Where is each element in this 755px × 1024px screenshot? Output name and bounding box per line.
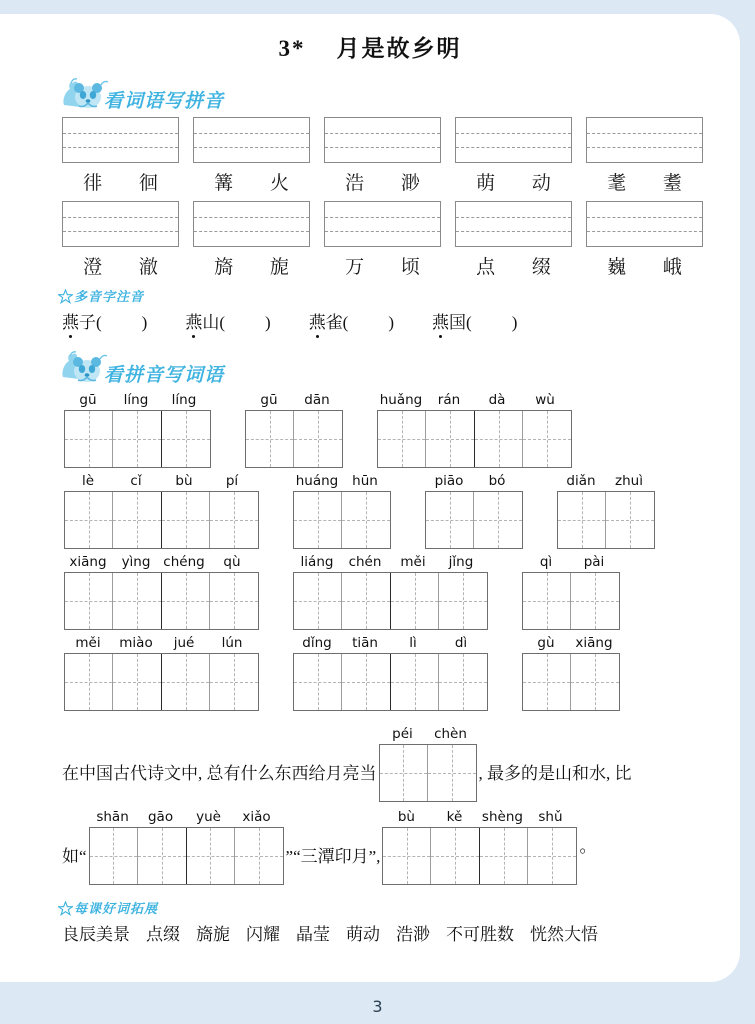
pinyin-line — [522, 634, 620, 653]
pinyin-line — [382, 808, 577, 827]
duoyinzi-close: ) — [265, 313, 271, 332]
pinyin-syllable: wù — [535, 392, 555, 408]
pinyin-line — [293, 472, 391, 491]
duoyinzi-text: 雀( — [325, 313, 349, 332]
pinyin-syllable: kě — [446, 809, 463, 825]
pinyin-syllable: měi — [400, 554, 426, 570]
word-label: 点 缀 — [476, 257, 567, 278]
pinyin-write-cell — [455, 201, 572, 279]
tianzige-cell[interactable] — [162, 492, 210, 548]
duoyinzi-item[interactable] — [432, 308, 517, 333]
word-label: 篝 火 — [214, 173, 305, 194]
panda-icon — [58, 77, 110, 111]
word-label: 万 顷 — [345, 257, 436, 278]
tianzige-cell[interactable] — [90, 828, 138, 884]
duoyinzi-row — [62, 308, 740, 333]
duoyinzi-text: 子( — [79, 313, 102, 332]
pinyin-syllable: huáng — [295, 473, 339, 489]
tianzige-pair — [65, 654, 162, 710]
pinyin-syllable: cǐ — [130, 473, 142, 489]
sentence-2-middle: ”“三潭印月”, — [285, 847, 381, 866]
tianzige-group — [379, 725, 477, 802]
pinyin-line — [379, 725, 477, 744]
dotted-char: 燕 — [62, 308, 79, 333]
expansion-word: 浩渺 — [396, 925, 430, 944]
pinyin-write-row — [62, 201, 740, 279]
pinyin-write-cell — [324, 117, 441, 195]
pinyin-syllable: lì — [409, 635, 417, 651]
pinyin-line — [245, 391, 343, 410]
tianzige-grid[interactable] — [379, 744, 477, 802]
pinyin-syllable: gāo — [147, 809, 174, 825]
pinyin-syllable: jǐng — [448, 554, 474, 570]
tianzige-cell[interactable] — [187, 828, 235, 884]
tianzige-group — [522, 553, 620, 630]
pinyin-line — [522, 553, 620, 572]
tianzige-pair — [391, 573, 487, 629]
pinyin-syllable: gū — [260, 392, 278, 408]
duoyinzi-close: ) — [388, 313, 395, 332]
word-label: 徘 徊 — [83, 173, 174, 194]
tianzige-group — [64, 634, 259, 711]
expansion-word: 不可胜数 — [446, 925, 514, 944]
tianzige-grid[interactable] — [293, 572, 488, 630]
pinyin-syllable: xiǎo — [242, 809, 271, 825]
pinyin-syllable: dǐng — [302, 635, 332, 651]
pinyin-syllable: bó — [488, 473, 506, 489]
pinyin-syllable: xiāng — [575, 635, 613, 651]
tianzige-pair — [65, 573, 162, 629]
duoyinzi-item[interactable] — [62, 308, 147, 333]
pinyin-line — [377, 391, 572, 410]
tianzige-cell[interactable] — [428, 745, 476, 801]
tianzige-cell[interactable] — [65, 654, 113, 710]
tianzige-cell[interactable] — [528, 828, 576, 884]
pinyin-syllable: jué — [173, 635, 195, 651]
tianzige-cell[interactable] — [235, 828, 283, 884]
pinyin-syllable: bù — [175, 473, 193, 489]
word-label: 耄 耋 — [607, 173, 698, 194]
pinyin-syllable: tiān — [352, 635, 378, 651]
tianzige-cell[interactable] — [113, 573, 161, 629]
page-title — [0, 14, 740, 63]
tianzige-grid[interactable] — [293, 653, 488, 711]
four-line-box[interactable] — [455, 201, 572, 247]
pinyin-syllable: xiāng — [69, 554, 107, 570]
tianzige-grid[interactable] — [64, 410, 211, 468]
section-5-label: 每课好词拓展 — [74, 901, 159, 916]
title-text: 月是故乡明 — [336, 36, 462, 61]
tianzige-cell[interactable] — [162, 654, 210, 710]
word-label: 浩 渺 — [345, 173, 436, 194]
tianzige-pair — [294, 492, 390, 548]
pinyin-write-cell — [324, 201, 441, 279]
tianzige-cell[interactable] — [294, 411, 342, 467]
pinyin-write-cell — [193, 117, 310, 195]
tianzige-pair — [378, 411, 475, 467]
tianzige-pair — [65, 492, 162, 548]
star-icon — [58, 901, 73, 916]
star-icon — [58, 289, 73, 304]
sentence-line-2 — [62, 808, 740, 885]
duoyinzi-close: ) — [511, 313, 518, 332]
tianzige-group — [382, 808, 577, 885]
tianzige-row — [64, 391, 740, 468]
pinyin-line — [425, 472, 523, 491]
pinyin-syllable: líng — [123, 392, 149, 408]
tianzige-cell[interactable] — [439, 573, 487, 629]
sentence-2-grid-2[interactable] — [382, 808, 577, 885]
pinyin-syllable: zhuì — [615, 473, 643, 489]
pinyin-line — [64, 634, 259, 653]
tianzige-cell[interactable] — [474, 492, 522, 548]
section-5-heading — [58, 901, 740, 916]
pinyin-syllable: rán — [437, 392, 461, 408]
tianzige-pair — [162, 492, 258, 548]
duoyinzi-text: 国( — [449, 313, 472, 332]
four-line-box[interactable] — [62, 201, 179, 247]
tianzige-cell[interactable] — [426, 411, 474, 467]
tianzige-pair — [65, 411, 162, 467]
four-line-box[interactable] — [455, 117, 572, 163]
sentence-2-before: 如“ — [62, 847, 87, 866]
tianzige-cell[interactable] — [162, 411, 210, 467]
sentence-1-grid[interactable] — [379, 725, 477, 802]
tianzige-group — [293, 553, 488, 630]
tianzige-pair — [187, 828, 283, 884]
tianzige-cell[interactable] — [246, 411, 294, 467]
tianzige-cell[interactable] — [571, 654, 619, 710]
section-1-label: 看词语写拼音 — [104, 91, 225, 112]
expansion-word: 点缀 — [146, 925, 180, 944]
tianzige-pair — [294, 654, 391, 710]
tianzige-grid[interactable] — [522, 572, 620, 630]
pinyin-write-cell — [586, 117, 703, 195]
tianzige-group — [245, 391, 343, 468]
tianzige-pair — [480, 828, 576, 884]
pinyin-write-cell — [62, 201, 179, 279]
tianzige-cell[interactable] — [426, 492, 474, 548]
four-line-box[interactable] — [586, 117, 703, 163]
tianzige-cell[interactable] — [65, 573, 113, 629]
tianzige-group — [425, 472, 523, 549]
pinyin-syllable: yìng — [121, 554, 151, 570]
tianzige-cell[interactable] — [558, 492, 606, 548]
tianzige-grid[interactable] — [557, 491, 655, 549]
dotted-char: 燕 — [185, 308, 202, 333]
duoyinzi-item[interactable] — [309, 308, 394, 333]
sentence-line-1 — [62, 725, 740, 802]
tianzige-cell[interactable] — [113, 411, 161, 467]
pinyin-syllable: shān — [96, 809, 129, 825]
tianzige-cell[interactable] — [391, 573, 439, 629]
title-number: 3* — [278, 36, 306, 61]
section-1-heading — [58, 77, 740, 111]
tianzige-cell[interactable] — [294, 573, 342, 629]
tianzige-cell[interactable] — [162, 573, 210, 629]
tianzige-group — [64, 553, 259, 630]
sentence-2-after: 。 — [579, 837, 597, 856]
tianzige-grid[interactable] — [245, 410, 343, 468]
pinyin-syllable: chén — [348, 554, 382, 570]
tianzige-cell[interactable] — [113, 654, 161, 710]
tianzige-cell[interactable] — [391, 654, 439, 710]
tianzige-group — [293, 472, 391, 549]
duoyinzi-text: 山( — [202, 313, 226, 332]
tianzige-cell[interactable] — [523, 573, 571, 629]
pinyin-line — [293, 553, 488, 572]
pinyin-syllable: qù — [223, 554, 241, 570]
tianzige-cell[interactable] — [342, 492, 390, 548]
tianzige-pair — [426, 492, 522, 548]
tianzige-group — [557, 472, 655, 549]
pinyin-syllable: gū — [79, 392, 97, 408]
section-2-heading — [58, 289, 740, 304]
tianzige-pair — [523, 573, 619, 629]
sentence-1-before: 在中国古代诗文中, 总有什么东西给月亮当 — [62, 764, 377, 783]
tianzige-grid[interactable] — [64, 572, 259, 630]
tianzige-cell[interactable] — [210, 492, 258, 548]
tianzige-pair — [558, 492, 654, 548]
word-label: 澄 澈 — [83, 257, 174, 278]
tianzige-cell[interactable] — [380, 745, 428, 801]
duoyinzi-close: ) — [141, 313, 148, 332]
word-label: 巍 峨 — [607, 257, 698, 278]
tianzige-grid[interactable] — [64, 653, 259, 711]
tianzige-cell[interactable] — [294, 492, 342, 548]
pinyin-syllable: lè — [81, 473, 95, 489]
pinyin-syllable: yuè — [196, 809, 221, 825]
tianzige-cell[interactable] — [523, 654, 571, 710]
tianzige-cell[interactable] — [431, 828, 479, 884]
tianzige-group — [377, 391, 572, 468]
pinyin-line — [64, 553, 259, 572]
tianzige-row — [64, 472, 740, 549]
tianzige-grid[interactable] — [293, 491, 391, 549]
tianzige-pair — [162, 654, 258, 710]
tianzige-pair — [246, 411, 342, 467]
pinyin-line — [293, 634, 488, 653]
tianzige-group — [522, 634, 620, 711]
tianzige-cell[interactable] — [65, 492, 113, 548]
tianzige-grid[interactable] — [382, 827, 577, 885]
dotted-char: 燕 — [309, 308, 326, 333]
tianzige-pair — [294, 573, 391, 629]
tianzige-cell[interactable] — [113, 492, 161, 548]
panda-icon — [58, 351, 110, 385]
pinyin-syllable: hūn — [352, 473, 378, 489]
pinyin-syllable: pí — [225, 473, 239, 489]
pinyin-syllable: diǎn — [566, 473, 596, 489]
worksheet-sheet — [0, 14, 740, 982]
dotted-char: 燕 — [432, 308, 449, 333]
pinyin-syllable: qì — [539, 554, 553, 570]
pinyin-syllable: líng — [171, 392, 197, 408]
tianzige-group — [64, 391, 211, 468]
pinyin-syllable: lún — [221, 635, 243, 651]
pinyin-syllable: gù — [537, 635, 555, 651]
pinyin-line — [64, 391, 211, 410]
tianzige-grid[interactable] — [89, 827, 284, 885]
tianzige-cell[interactable] — [210, 573, 258, 629]
tianzige-cell[interactable] — [210, 654, 258, 710]
pinyin-line — [557, 472, 655, 491]
tianzige-pair — [162, 411, 210, 467]
pinyin-write-row — [62, 117, 740, 195]
tianzige-grid[interactable] — [377, 410, 572, 468]
pinyin-syllable: pài — [583, 554, 605, 570]
pinyin-syllable: shǔ — [538, 809, 563, 825]
section-3-label: 看拼音写词语 — [104, 365, 225, 386]
pinyin-syllable: chéng — [163, 554, 205, 570]
tianzige-row — [64, 634, 740, 711]
tianzige-pair — [162, 573, 258, 629]
expansion-word: 旖旎 — [196, 925, 230, 944]
section-3-rows — [0, 391, 740, 711]
pinyin-syllable: huǎng — [379, 392, 423, 408]
four-line-box[interactable] — [324, 201, 441, 247]
pinyin-line — [89, 808, 284, 827]
pinyin-syllable: měi — [75, 635, 101, 651]
pinyin-syllable: piāo — [434, 473, 464, 489]
expansion-word: 闪耀 — [246, 925, 280, 944]
four-line-box[interactable] — [324, 117, 441, 163]
page-number: 3 — [372, 997, 383, 1016]
pinyin-write-cell — [62, 117, 179, 195]
four-line-box[interactable] — [62, 117, 179, 163]
word-label: 萌 动 — [476, 173, 567, 194]
tianzige-group — [293, 634, 488, 711]
tianzige-cell[interactable] — [342, 573, 390, 629]
tianzige-pair — [380, 745, 476, 801]
tianzige-grid[interactable] — [522, 653, 620, 711]
pinyin-syllable: dà — [488, 392, 506, 408]
tianzige-cell[interactable] — [383, 828, 431, 884]
duoyinzi-item[interactable] — [185, 308, 270, 333]
pinyin-write-cell — [586, 201, 703, 279]
tianzige-grid[interactable] — [425, 491, 523, 549]
pinyin-syllable: miào — [119, 635, 153, 651]
pinyin-syllable: shèng — [481, 809, 523, 825]
tianzige-cell[interactable] — [475, 411, 523, 467]
pinyin-syllable: dì — [454, 635, 468, 651]
tianzige-grid[interactable] — [64, 491, 259, 549]
pinyin-syllable: liáng — [300, 554, 334, 570]
tianzige-cell[interactable] — [523, 411, 571, 467]
tianzige-cell[interactable] — [571, 573, 619, 629]
four-line-box[interactable] — [193, 201, 310, 247]
tianzige-group — [89, 808, 284, 885]
word-label: 旖 旎 — [214, 257, 305, 278]
expansion-word: 良辰美景 — [62, 925, 130, 944]
tianzige-cell[interactable] — [606, 492, 654, 548]
tianzige-pair — [475, 411, 571, 467]
pinyin-write-cell — [455, 117, 572, 195]
tianzige-cell[interactable] — [439, 654, 487, 710]
tianzige-cell[interactable] — [138, 828, 186, 884]
tianzige-group — [64, 472, 259, 549]
tianzige-cell[interactable] — [294, 654, 342, 710]
tianzige-row — [64, 553, 740, 630]
tianzige-cell[interactable] — [480, 828, 528, 884]
sentence-1-after: , 最多的是山和水, 比 — [478, 764, 632, 783]
four-line-box[interactable] — [586, 201, 703, 247]
tianzige-pair — [523, 654, 619, 710]
expansion-word: 萌动 — [346, 925, 380, 944]
pinyin-write-cell — [193, 201, 310, 279]
tianzige-cell[interactable] — [378, 411, 426, 467]
expansion-word: 晶莹 — [296, 925, 330, 944]
four-line-box[interactable] — [193, 117, 310, 163]
pinyin-syllable: péi — [392, 726, 413, 742]
pinyin-syllable: chèn — [434, 726, 467, 742]
section-2-label: 多音字注音 — [74, 289, 145, 304]
pinyin-syllable: dān — [304, 392, 330, 408]
tianzige-pair — [391, 654, 487, 710]
pinyin-line — [64, 472, 259, 491]
section-3-heading — [58, 351, 740, 385]
sentence-block — [62, 725, 740, 885]
tianzige-cell[interactable] — [65, 411, 113, 467]
tianzige-pair — [383, 828, 480, 884]
tianzige-cell[interactable] — [342, 654, 390, 710]
pinyin-syllable: bù — [397, 809, 415, 825]
expansion-word: 恍然大悟 — [530, 925, 598, 944]
tianzige-pair — [90, 828, 187, 884]
section-1-rows — [0, 117, 740, 279]
word-expansion-list — [62, 920, 740, 945]
sentence-2-grid-1[interactable] — [89, 808, 284, 885]
